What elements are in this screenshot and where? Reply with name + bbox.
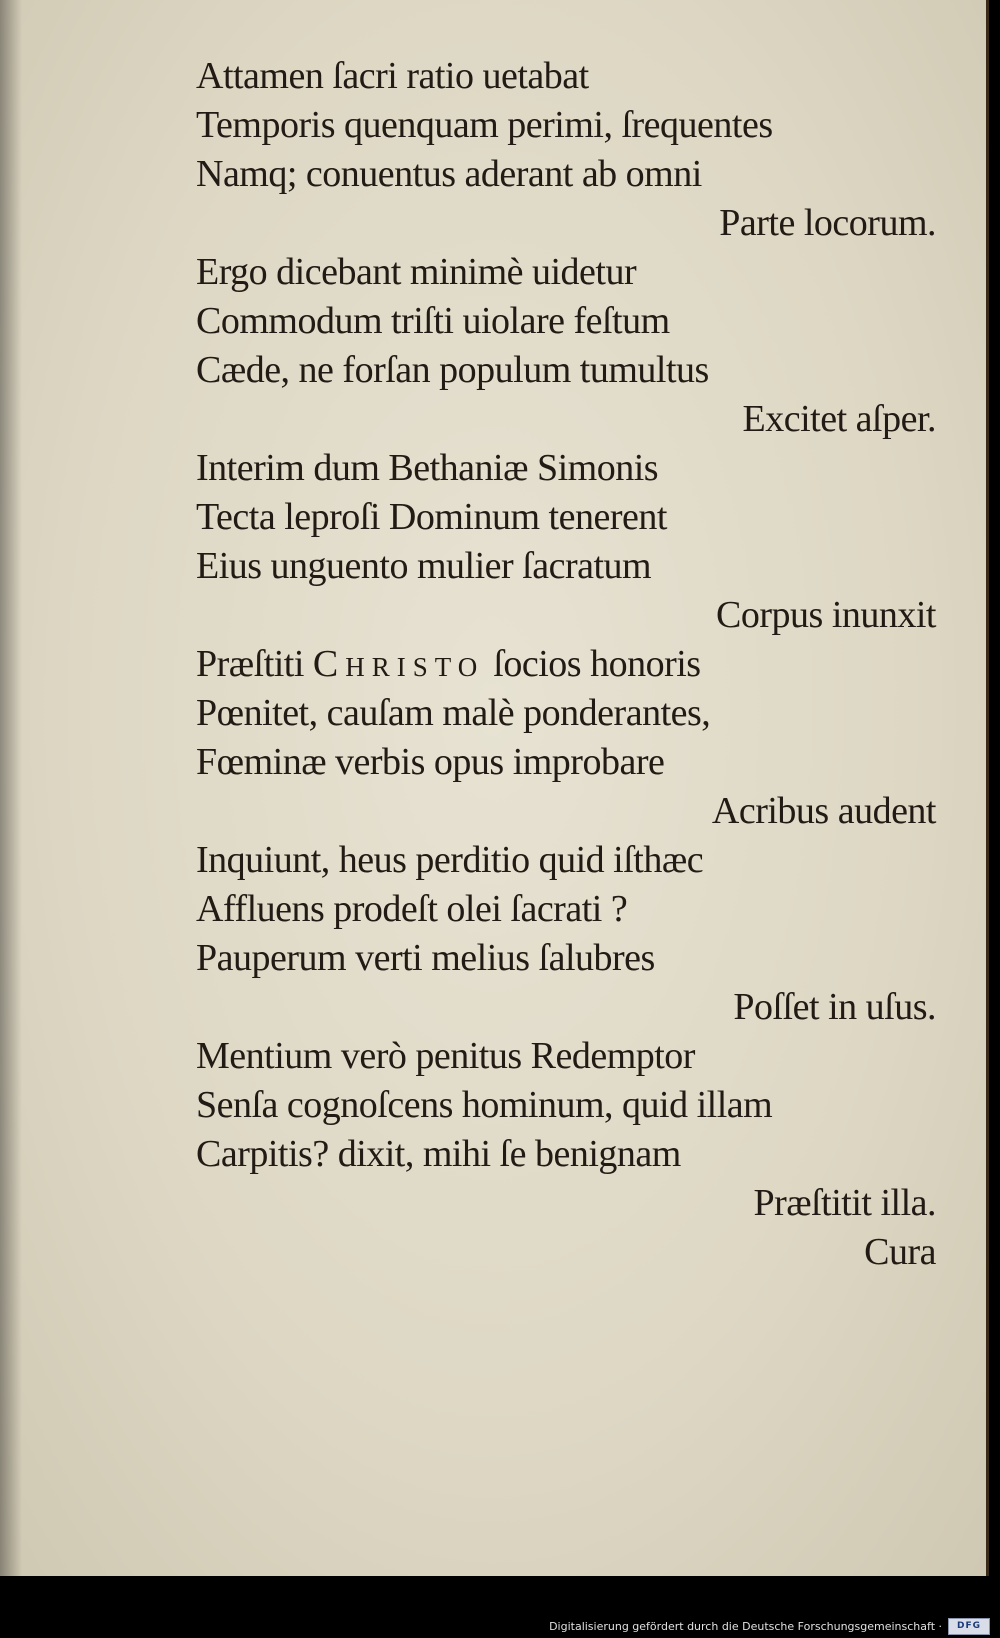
verse-line: Ergo dicebant minimè uidetur (196, 251, 637, 293)
page-gutter-shadow (0, 0, 22, 1576)
verse-line (196, 640, 936, 689)
verse-line: Pœnitet, cauſam malè ponderantes, (196, 692, 711, 734)
verse-line: Mentium verò penitus Redemptor (196, 1035, 695, 1077)
verse-line: Commodum triſti uiolare feſtum (196, 300, 670, 342)
verse-line: Cæde, ne forſan populum tumultus (196, 349, 709, 391)
adonic-line: Acribus audent (711, 790, 936, 832)
verse-line: Pauperum verti melius ſalubres (196, 937, 655, 979)
adonic-line: Præſtitit illa. (753, 1182, 936, 1224)
verse-line: Namq; conuentus aderant ab omni (196, 153, 702, 195)
adonic-line: Corpus inunxit (716, 594, 936, 636)
verse-line: Attamen ſacri ratio uetabat (196, 55, 589, 97)
verse-line: Inquiunt, heus perditio quid iſthæc (196, 839, 704, 881)
verse-line: Temporis quenquam perimi, ſrequentes (196, 104, 773, 146)
verse-line: Affluens prodeſt olei ſacrati ? (196, 888, 628, 930)
verse-line: Carpitis? dixit, mihi ſe benignam (196, 1133, 681, 1175)
adonic-line: Parte locorum. (719, 202, 936, 244)
verse-line: Interim dum Bethaniæ Simonis (196, 447, 659, 489)
small-caps-name: Christo (312, 643, 485, 685)
verse-line: Tecta leproſi Dominum tenerent (196, 496, 667, 538)
footer-bar (0, 1576, 1000, 1638)
poem-text-block (196, 52, 936, 1277)
verse-text: Præſtiti (196, 643, 304, 685)
adonic-line: Poſſet in uſus. (733, 986, 936, 1028)
verse-line: Senſa cognoſcens hominum, quid illam (196, 1084, 773, 1126)
dfg-logo: DFG (948, 1618, 990, 1635)
catchword: Cura (864, 1231, 936, 1273)
verse-line: Fœminæ verbis opus improbare (196, 741, 665, 783)
verse-text: ſocios honoris (493, 643, 701, 685)
verse-line: Eius unguento mulier ſacratum (196, 545, 652, 587)
digitization-credit: Digitalisierung gefördert durch die Deutsche Forschungsgemeinschaft · (549, 1620, 942, 1633)
adonic-line: Excitet aſper. (742, 398, 936, 440)
